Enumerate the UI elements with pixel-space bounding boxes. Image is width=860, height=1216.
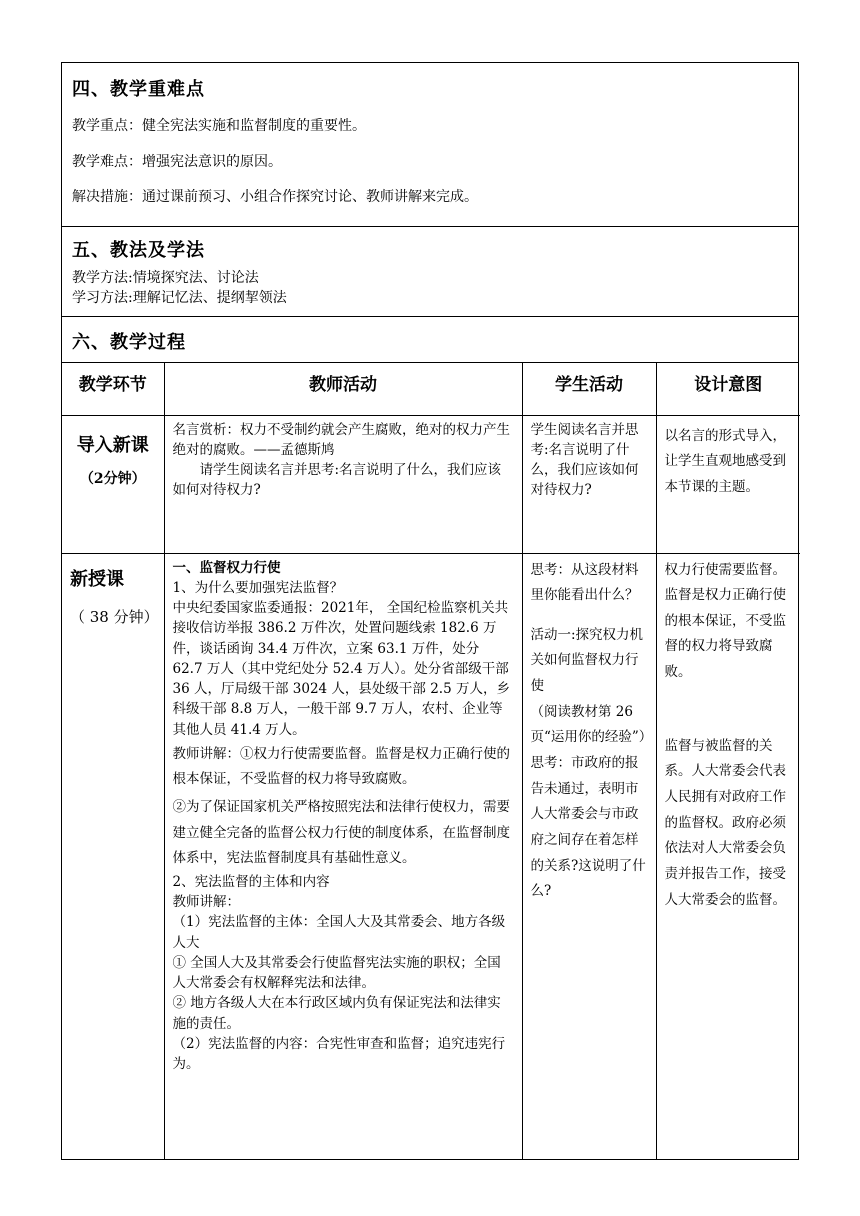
stage-time-intro: （2分钟） [79,470,146,487]
stage-name-new-lesson: 新授课 [70,568,124,590]
subject-point-1: ① 全国人大及其常委会行使监督宪法实施的职权；全国人大常委会有权解释宪法和法律。 [172,954,501,992]
measures-text: 解决措施：通过课前预习、小组合作探究讨论、教师讲解来完成。 [72,189,478,206]
report-data-text: 中央纪委国家监委通报：2021年， 全国纪检监察机关共接收信访举报 386.2 万件次，处置问题线索 182.6 万件，谈话函询 34.4 万件次，立案 63.1 万件，处分 62.7 万人（其中党纪处分 52.4 万人）。处分省部级干部 36 人，厅局级干部 3024 人，县处级干部 2.5 万人，乡科级干部 8.8 万人，一般干部 9.7 万人，农村、企业等其他人员 41.4 万人。 [172,600,510,738]
question-why-supervise: 1、为什么要加强宪法监督？ [172,579,344,596]
lecture-label: 教师讲解： [172,894,240,911]
supervision-subject: （1）宪法监督的主体：全国人大及其常委会、地方各级人大 [172,914,506,951]
stage-name-intro: 导入新课 [76,434,149,456]
intro-design-intent: 以名言的形式导入，让学生直观地感受到本节课的主题。 [664,427,786,495]
header-student-activity: 学生活动 [522,363,656,415]
student-think-1: 思考：从这段材料里你能看出什么？ [530,561,639,604]
intro-instruction: 请学生阅读名言并思考:名言说明了什么，我们应该如何对待权力? [172,462,502,499]
header-teacher-activity: 教师活动 [164,363,522,415]
supervision-content: （2）宪法监督的内容：合宪性审查和监督；追究违宪行为。 [172,1035,506,1073]
subject-point-2: ② 地方各级人大在本行政区域内负有保证宪法和法律实施的责任。 [172,995,501,1032]
section-4-title: 四、教学重难点 [72,79,205,100]
teaching-process-table [62,363,800,1159]
section-methods [62,227,798,317]
header-stage: 教学环节 [62,363,164,415]
intro-student-activity: 学生阅读名言并思考:名言说明了什么，我们应该如何对待权力? [530,421,639,499]
table-header-row [62,363,800,415]
lecture-point-2: ②为了保证国家机关严格按照宪法和法律行使权力，需要建立健全完备的监督公权力行使的制度体系，在监督制度体系中，宪法监督制度具有基础性意义。 [172,799,510,867]
table-row-intro [62,415,800,553]
quote-text: 名言赏析：权力不受制约就会产生腐败，绝对的权力产生绝对的腐败。——孟德斯鸠 [172,421,510,458]
intent-supervision-relation: 监督与被监督的关系。人大常委会代表人民拥有对政府工作的监督权。政府必须依法对人大常委会负责并报告工作，接受人大常委会的监督。 [664,737,786,908]
difficulty-text: 教学难点：增强宪法意识的原因。 [72,153,282,170]
key-point-text: 教学重点：健全宪法实施和监督制度的重要性。 [72,118,366,134]
section-key-difficult-points [62,63,798,227]
section-process [62,317,798,363]
lesson-plan-frame [61,62,799,1160]
learning-method-text: 学习方法:理解记忆法、提纲挈领法 [72,290,287,307]
lecture-point-1: 教师讲解：①权力行使需要监督。监督是权力正确行使的根本保证，不受监督的权力将导致腐败。 [172,745,510,788]
teaching-method-text: 教学方法:情境探究法、讨论法 [72,270,259,286]
student-think-2: 思考：市政府的报告未通过，表明市人大常委会与市政府之间存在着怎样的关系?这说明了什么? [530,754,646,900]
section-5-title: 五、教法及学法 [72,240,205,261]
section-6-title: 六、教学过程 [72,332,186,353]
stage-time-new-lesson: （ 38 分钟） [70,607,159,626]
student-activity-1: 活动一:探究权力机关如何监督权力行使 [530,626,644,695]
student-read-textbook: （阅读教材第 26 页“运用你的经验”） [530,703,653,746]
question-subject-content: 2、宪法监督的主体和内容 [172,873,330,890]
heading-supervise-power: 一、监督权力行使 [172,559,281,576]
intent-supervision-needed: 权力行使需要监督。监督是权力正确行使的根本保证，不受监督的权力将导致腐败。 [664,561,786,681]
header-design-intent: 设计意图 [656,363,800,415]
table-row-new-lesson [62,553,800,1159]
